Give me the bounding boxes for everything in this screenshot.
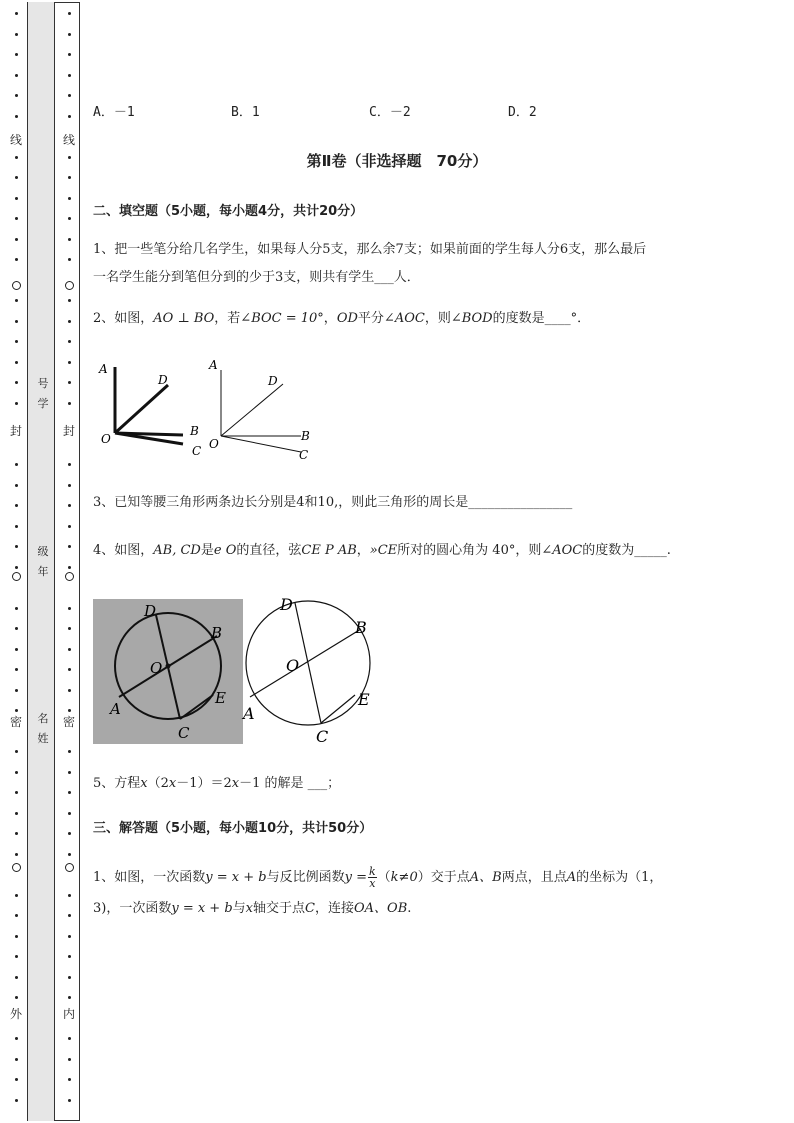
q1-line2: 一名学生能分到笔但分到的少于3支，则共有学生___人． xyxy=(93,270,420,285)
inner-circle xyxy=(65,281,74,290)
fig2b-label-b: B xyxy=(355,618,367,637)
margin-dot xyxy=(68,402,71,405)
margin-dot xyxy=(15,176,18,179)
fig2a-label-d: D xyxy=(144,602,157,620)
margin-dot xyxy=(68,74,71,77)
fig2b-label-o: O xyxy=(286,656,300,675)
margin-dot xyxy=(15,976,18,979)
margin-dot xyxy=(15,504,18,507)
fig2b-label-e: E xyxy=(358,690,370,709)
margin-dot xyxy=(15,1078,18,1081)
margin-dot xyxy=(68,689,71,692)
margin-dot xyxy=(15,115,18,118)
s3-q1-l2-mid1: 与 xyxy=(232,901,246,916)
outer-char-wai: 外 xyxy=(9,1007,22,1021)
q4-text xyxy=(93,542,671,560)
s3-q1-math3: k≠0 xyxy=(390,870,418,885)
s3-q1-mid5: 的坐标为（1， xyxy=(576,870,663,885)
margin-dot xyxy=(68,94,71,97)
margin-dot xyxy=(15,33,18,36)
q4-prefix: 4、如图， xyxy=(93,543,154,558)
fig2a-label-a: A xyxy=(110,700,121,718)
margin-dot xyxy=(15,709,18,712)
margin-dot xyxy=(68,53,71,56)
s3-q1-math1: y = x + b xyxy=(205,870,267,885)
margin-dot xyxy=(15,812,18,815)
margin-dot xyxy=(68,709,71,712)
label-ji: 级 xyxy=(37,545,49,558)
q2-figure-bold xyxy=(95,360,205,460)
q2-math3: OD xyxy=(336,311,358,326)
margin-dot xyxy=(15,914,18,917)
s3-q1-l2-math2: x xyxy=(245,901,254,916)
margin-dot xyxy=(15,955,18,958)
s3-q1-line2 xyxy=(93,900,411,918)
inner-char-xian: 线 xyxy=(62,133,75,147)
margin-dot xyxy=(68,648,71,651)
margin-dot xyxy=(15,340,18,343)
margin-dot xyxy=(68,115,71,118)
margin-dot xyxy=(68,381,71,384)
q5-text xyxy=(93,775,340,793)
margin-dot xyxy=(68,258,71,261)
q2-figure-thin xyxy=(205,360,315,460)
margin-dot xyxy=(68,238,71,241)
margin-dot xyxy=(68,791,71,794)
fig1a-label-a: A xyxy=(99,362,108,376)
inner-circle xyxy=(65,863,74,872)
margin-dot xyxy=(15,668,18,671)
margin-dot xyxy=(68,340,71,343)
q4-math1: AB, CD xyxy=(153,543,201,558)
q2-math5: ∠BOD xyxy=(450,311,493,326)
margin-dot xyxy=(68,217,71,220)
margin-dot xyxy=(68,812,71,815)
s3-q1-mid3: ）交于点 xyxy=(417,870,470,885)
q5-mid: （2 xyxy=(147,776,169,791)
q4-math4: »CE xyxy=(369,543,398,558)
fig2a-label-o: O xyxy=(150,659,163,677)
s3-q1-l2-mid3: ，连接 xyxy=(314,901,354,916)
q4-mid3: ， xyxy=(356,543,370,558)
fig2b-label-c: C xyxy=(316,727,329,746)
margin-dot xyxy=(68,1099,71,1102)
s3-q1-fraction xyxy=(368,866,377,889)
margin-dot xyxy=(15,689,18,692)
option-c: C．－2 xyxy=(369,105,411,120)
part-title: 第Ⅱ卷（非选择题 70分） xyxy=(306,152,488,170)
s3-q1-mid2: （ xyxy=(377,870,391,885)
inner-char-mi: 密 xyxy=(62,715,75,729)
margin-dot xyxy=(68,299,71,302)
fig1b-label-o: O xyxy=(209,437,219,451)
margin-dot xyxy=(15,402,18,405)
s3-q1-math4: A、B xyxy=(469,870,502,885)
margin-dot xyxy=(68,771,71,774)
margin-dot xyxy=(68,545,71,548)
inner-circle xyxy=(65,572,74,581)
s3-q1-frac-y: y = xyxy=(344,870,367,885)
margin-dot xyxy=(68,504,71,507)
margin-dot xyxy=(15,484,18,487)
margin-dot xyxy=(15,53,18,56)
q2-text xyxy=(93,310,590,328)
s3-q1-line1 xyxy=(93,866,662,889)
fig2b-label-d: D xyxy=(280,595,293,614)
margin-dot xyxy=(15,935,18,938)
margin-dot xyxy=(68,1037,71,1040)
s3-q1-frac-num: k xyxy=(368,865,376,878)
margin-dot xyxy=(68,33,71,36)
margin-dot xyxy=(15,258,18,261)
s3-q1-mid4: 两点，且点 xyxy=(501,870,567,885)
margin-dot xyxy=(15,545,18,548)
margin-dot xyxy=(15,627,18,630)
label-xing: 姓 xyxy=(37,732,49,745)
fig1b-label-a: A xyxy=(209,358,218,372)
margin-dot xyxy=(68,525,71,528)
margin-dot xyxy=(68,627,71,630)
margin-dot xyxy=(68,12,71,15)
outer-circle xyxy=(12,863,21,872)
margin-dot xyxy=(68,197,71,200)
s3-q1-math5: A xyxy=(566,870,577,885)
margin-dot xyxy=(68,607,71,610)
q2-mid4: ，则 xyxy=(424,311,451,326)
margin-dot xyxy=(15,381,18,384)
s3-q1-l2-math3: C xyxy=(305,901,315,916)
outer-char-xian: 线 xyxy=(9,133,22,147)
margin-dot xyxy=(15,12,18,15)
margin-dot xyxy=(15,320,18,323)
s3-q1-l2-mid2: 轴交于点 xyxy=(253,901,306,916)
margin-dot xyxy=(15,566,18,569)
margin-dot xyxy=(68,976,71,979)
q3-text: 3、已知等腰三角形两条边长分别是4和10,，则此三角形的周长是________________ xyxy=(93,495,573,510)
option-d: D．2 xyxy=(508,105,537,120)
q2-mid3: 平分 xyxy=(357,311,384,326)
margin-dot xyxy=(15,299,18,302)
q2-math4: ∠AOC xyxy=(383,311,425,326)
fig1a-label-d: D xyxy=(158,373,168,387)
q4-mid1: 是 xyxy=(200,543,214,558)
s3-q1-prefix: 1、如图，一次函数 xyxy=(93,870,206,885)
margin-dot xyxy=(15,238,18,241)
fig1a-label-b: B xyxy=(190,424,199,438)
label-hao: 号 xyxy=(37,377,49,390)
margin-dot xyxy=(15,197,18,200)
fig1a-label-c: C xyxy=(192,444,202,458)
s3-q1-l2-math4: OA、OB xyxy=(354,901,408,916)
label-xue: 学 xyxy=(37,397,49,410)
q4-mid2: 的直径，弦 xyxy=(236,543,302,558)
margin-dot xyxy=(15,94,18,97)
inner-char-feng: 封 xyxy=(62,424,75,438)
margin-dot xyxy=(68,668,71,671)
q2-mid1: ，若 xyxy=(214,311,241,326)
margin-dot xyxy=(68,484,71,487)
q2-prefix: 2、如图， xyxy=(93,311,154,326)
fig1a-label-o: O xyxy=(101,432,111,446)
section-2-heading: 二、填空题（5小题，每小题4分，共计20分） xyxy=(93,204,364,219)
s3-q1-frac-den: x xyxy=(369,877,376,890)
margin-dot xyxy=(68,996,71,999)
margin-dot xyxy=(15,996,18,999)
q2-math2: ∠BOC = 10° xyxy=(240,311,324,326)
margin-dot xyxy=(68,566,71,569)
margin-dot xyxy=(15,750,18,753)
q2-suffix: 的度数是____°． xyxy=(492,311,591,326)
fig1b-label-c: C xyxy=(299,448,309,462)
q5-math1: x xyxy=(140,776,148,791)
q5-prefix: 5、方程 xyxy=(93,776,141,791)
margin-dot xyxy=(68,176,71,179)
margin-dot xyxy=(15,648,18,651)
margin-dot xyxy=(68,853,71,856)
margin-dot xyxy=(15,853,18,856)
margin-dot xyxy=(68,320,71,323)
outer-circle xyxy=(12,572,21,581)
section-3-heading: 三、解答题（5小题，每小题10分，共计50分） xyxy=(93,821,373,836)
margin-dot xyxy=(68,1078,71,1081)
margin-dot xyxy=(15,74,18,77)
s3-q1-l2-suffix: . xyxy=(407,901,412,916)
q5-math2: x xyxy=(168,776,177,791)
margin-dot xyxy=(15,1058,18,1061)
outer-char-mi: 密 xyxy=(9,715,22,729)
s3-q1-mid1: 与反比例函数 xyxy=(266,870,345,885)
outer-circle xyxy=(12,281,21,290)
margin-dot xyxy=(15,1099,18,1102)
fig2a-label-b: B xyxy=(211,624,223,642)
margin-dot xyxy=(15,525,18,528)
fig2a-label-e: E xyxy=(215,689,226,707)
margin-dot xyxy=(15,607,18,610)
q2-math1: AO ⊥ BO xyxy=(153,311,215,326)
margin-dot xyxy=(68,935,71,938)
q2-mid2: ， xyxy=(323,311,337,326)
fig2b-label-a: A xyxy=(243,704,255,723)
label-nian: 年 xyxy=(37,565,49,578)
margin-dot xyxy=(15,463,18,466)
fig1b-label-b: B xyxy=(301,429,310,443)
q5-mid2: －1）＝2 xyxy=(176,776,232,791)
margin-dot xyxy=(68,832,71,835)
q1-line1: 1、把一些笔分给几名学生，如果每人分5支，那么余7支；如果前面的学生每人分6支，那么最后 xyxy=(93,242,647,257)
margin-dot xyxy=(15,832,18,835)
q5-suffix: －1 的解是 ___； xyxy=(239,776,341,791)
q4-mid4: 所对的圆心角为 40°，则 xyxy=(397,543,542,558)
q4-math2: e O xyxy=(213,543,237,558)
margin-dot xyxy=(15,791,18,794)
s3-q1-l2-prefix: 3)，一次函数 xyxy=(93,901,172,916)
margin-dot xyxy=(68,1058,71,1061)
q4-figure-drawing xyxy=(240,595,380,745)
q4-math5: ∠AOC xyxy=(541,543,583,558)
margin-dot xyxy=(68,894,71,897)
q4-suffix: 的度数为_____. xyxy=(582,543,671,558)
margin-dot xyxy=(15,361,18,364)
margin-dot xyxy=(68,914,71,917)
q5-math3: x xyxy=(231,776,240,791)
margin-dot xyxy=(15,217,18,220)
fig2a-label-c: C xyxy=(178,724,190,742)
margin-dot xyxy=(68,463,71,466)
fig1b-label-d: D xyxy=(268,374,278,388)
q4-math3: CE P AB xyxy=(301,543,357,558)
margin-dot xyxy=(68,955,71,958)
inner-char-nei: 内 xyxy=(62,1007,75,1021)
margin-dot xyxy=(15,894,18,897)
margin-dot xyxy=(15,771,18,774)
outer-char-feng: 封 xyxy=(9,424,22,438)
label-ming: 名 xyxy=(37,712,49,725)
margin-dot xyxy=(68,361,71,364)
margin-dot xyxy=(68,750,71,753)
q4-figure-photo-drawing xyxy=(93,599,243,744)
s3-q1-l2-math1: y = x + b xyxy=(171,901,233,916)
option-a: A．－1 xyxy=(93,105,135,120)
option-b: B．1 xyxy=(231,105,260,120)
margin-dot xyxy=(15,1037,18,1040)
